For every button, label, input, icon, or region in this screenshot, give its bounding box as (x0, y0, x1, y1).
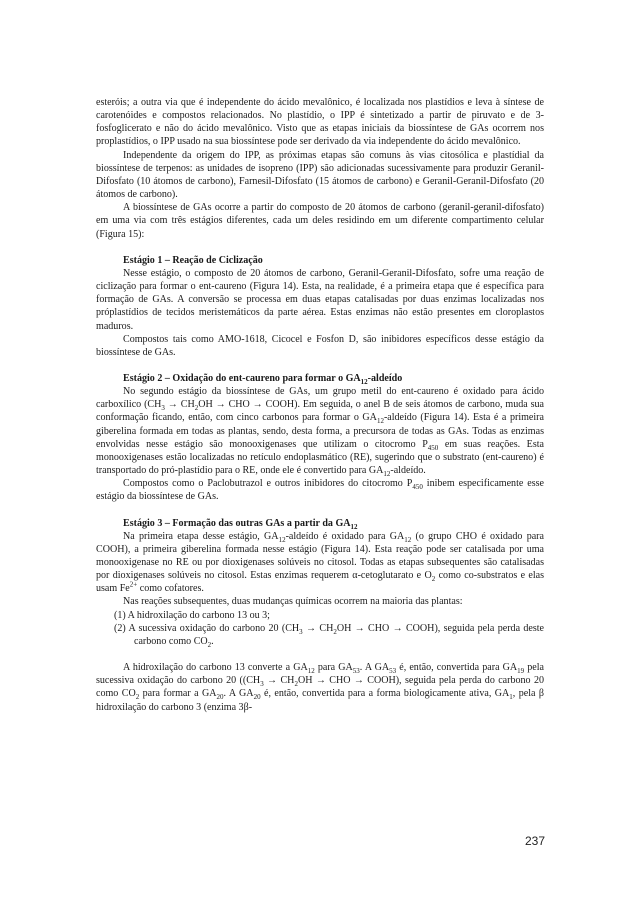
paragraph: A hidroxilação do carbono 13 converte a $GA_{12}$ para $GA_{53}$. A $GA_{53}$ é, então, convertida para $GA_{19}$ pela sucessiva oxidação do carbono 20 (($CH_3 \to CH_2OH$ → CHO → COOH), seguida pela perda do carbono 20 como $CO_2$ para formar a $GA_{20}$. A $GA_{20}$ é, então, convertida para a forma biologicamente ativa, $GA_1$, pela β hidroxilação do carbono 3 (enzima 3β- (96, 662, 545, 713)
paragraph: Independente da origem do IPP, as próximas etapas são comuns às vias citosólica e plastídial da biossíntese de terpenos: as unidades de isopreno (IPP) são adicionadas sucessivamente para produzir Geranil-Difosfato (10 átomos de carbono), Farnesil-Difosfato (15 átomos de carbono) e Geranil-Geranil-Difosfato (20 átomos de carbono). (96, 149, 544, 201)
paragraph: esteróis; a outra via que é independente do ácido mevalônico, é localizada nos plastídios e leva à síntese de carotenóides e compostos relacionados. No plastídio, o IPP é sintetizado a partir de piruvato e de 3-fosfoglicerato e não do ácido mevalônico. Visto que as etapas iniciais da biossíntese de GAs ocorrem nos proplastídios, o IPP usado na sua biossíntese pode ser derivado da via independente do ácido mevalônico. (96, 97, 544, 148)
paragraph: Nas reações subsequentes, duas mudanças químicas ocorrem na maioria das plantas: (123, 596, 463, 608)
paragraph: Compostos como o Paclobutrazol e outros inibidores do citocromo $P_{450}$ inibem especificamente esse estágio da biossíntese de GAs. (96, 478, 544, 503)
paragraph: Nesse estágio, o composto de 20 átomos de carbono, Geranil-Geranil-Difosfato, sofre uma reação de ciclização para formar o ent-caureno (Figura 14). Esta, na realidade, é a primeira etapa que é específica para formação de GAs. A conversão se processa em duas etapas catalisadas por duas enzimas localizadas nos próplastídios de tecidos meristemáticos da parte aérea. Estas enzimas não estão presentes em cloroplastos maduros. (96, 267, 544, 332)
paragraph: A biossíntese de GAs ocorre a partir do composto de 20 átomos de carbono (geranil-geranil-difosfato) em uma via com três estágios diferentes, cada um deles residindo em um diferente compartimento celular (Figura 15): (96, 202, 544, 240)
list-item: (1) A hidroxilação do carbono 13 ou 3; (114, 609, 270, 621)
list-item: (2) A sucessiva oxidação do carbono 20 ($CH_3 \to CH_2OH$ → CHO → COOH), seguida pela perda deste carbono como $CO_2$. (114, 622, 545, 649)
paragraph: Compostos tais como AMO-1618, Cicocel e Fosfon D, são inibidores específicos desse estágio da biossíntese de GAs. (96, 333, 544, 358)
paragraph: Na primeira etapa desse estágio, $GA_{12}$-aldeído é oxidado para $GA_{12}$ (o grupo CHO é oxidado para COOH), a primeira giberelina formada nesse estágio (Figura 14). Esta reação pode ser catalisada por uma monooxigenase no RE ou por dioxigenases solúveis no citosol. Todas as etapas subsequentes são catalisadas por dioxigenases solúveis no citosol. Estas enzimas requerem α-cetoglutarato e $O_2$ como co-substratos e elas usam $Fe^{2+}$ como cofatores. (96, 530, 545, 595)
stage-1-heading: Estágio 1 – Reação de Ciclização (123, 254, 263, 266)
page-number: 237 (524, 834, 545, 848)
stage-3-heading: Estágio 3 – Formação das outras GAs a partir da $GA_{12}$ (123, 517, 358, 531)
body-text (96, 96, 544, 714)
stage-2-heading: Estágio 2 – Oxidação do ent-caureno para formar o $GA_{12}$-aldeído (123, 372, 403, 386)
paragraph: No segundo estágio da biossíntese de GAs, um grupo metil do ent-caureno é oxidado para ácido carboxílico ($CH_3 \to CH_2OH$ → CHO → COOH). Em seguida, o anel B de seis átomos de carbono, muda sua conformação ficando, então, com cinco carbonos para formar o $GA_{12}$-aldeído (Figura 14). Esta é a primeira giberelina formada em todas as plantas, sendo, desta forma, a precursora de todas as GAs. Todas as enzimas envolvidas nesse estágio são monooxigenases que utilizam o citocromo $P_{450}$ em suas reações. Esta monooxigenases estão localizadas no retículo endoplasmático (RE), sugerindo que o substrato (ent-caureno) é transportado do pró-plastídio para o RE, onde ele é convertido para $GA_{12}$-aldeído. (96, 386, 544, 479)
